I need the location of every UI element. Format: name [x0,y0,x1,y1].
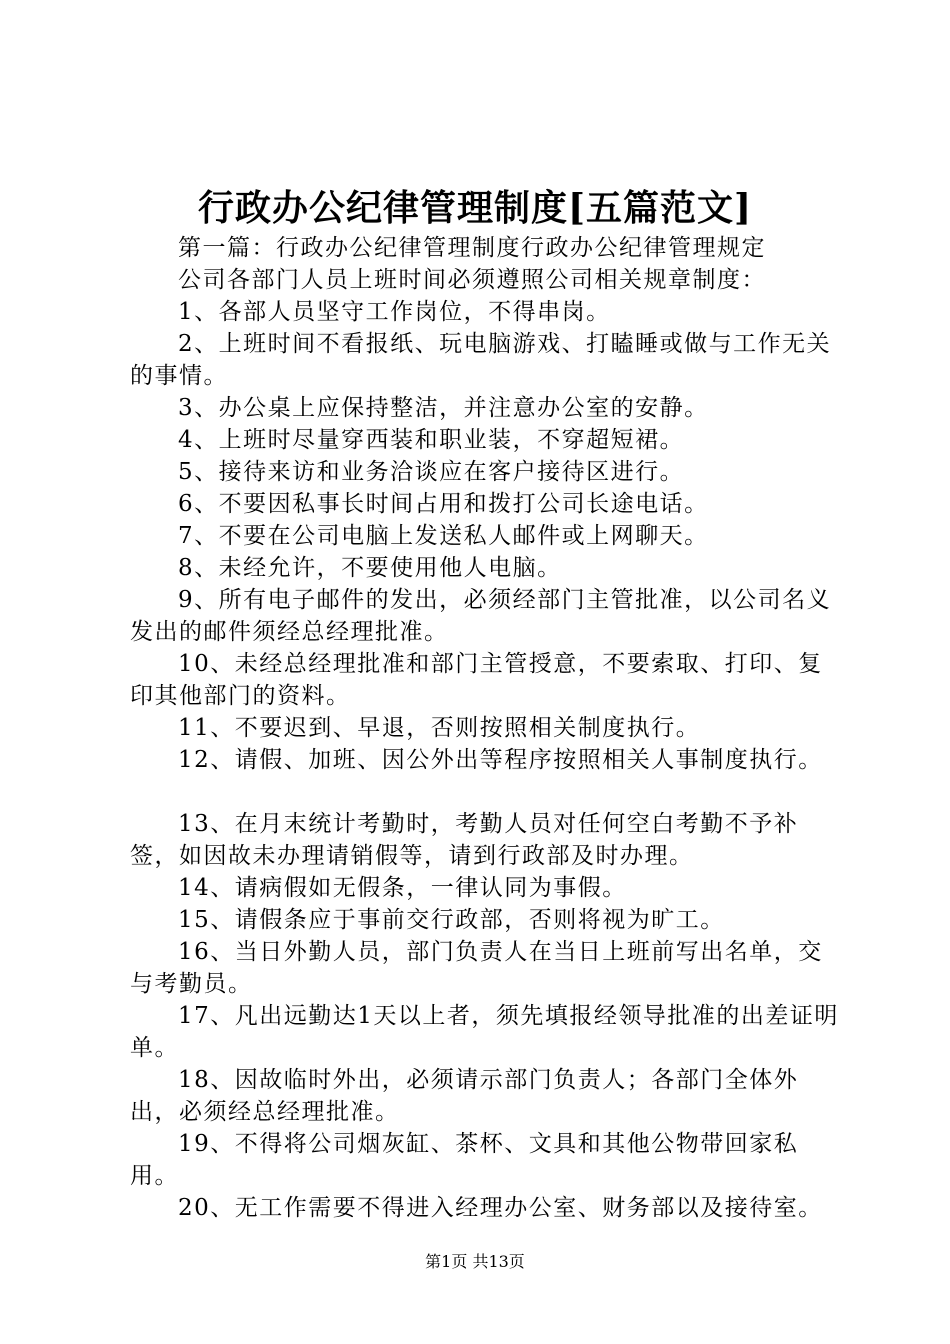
rule-item-12: 12、请假、加班、因公外出等程序按照相关人事制度执行。 [178,747,823,773]
rule-item-20: 20、无工作需要不得进入经理办公室、财务部以及接待室。 [178,1195,823,1221]
document-body [130,232,840,1224]
rule-item-8: 8、未经允许，不要使用他人电脑。 [178,555,562,581]
page-number: 第1页 共13页 [425,1252,525,1271]
rule-item-19: 19、不得将公司烟灰缸、茶杯、文具和其他公物带回家私用。 [130,1131,799,1189]
rule-item-7: 7、不要在公司电脑上发送私人邮件或上网聊天。 [178,523,709,549]
rule-item-2: 2、上班时间不看报纸、玩电脑游戏、打瞌睡或做与工作无关的事情。 [130,331,832,389]
rule-item-6: 6、不要因私事长时间占用和拨打公司长途电话。 [178,491,709,517]
intro-paragraph: 公司各部门人员上班时间必须遵照公司相关规章制度： [178,267,766,293]
rule-item-13: 13、在月末统计考勤时，考勤人员对任何空白考勤不予补签，如因故未办理请销假等，请到行政部及时办理。 [130,811,799,869]
rule-item-1: 1、各部人员坚守工作岗位，不得串岗。 [178,299,611,325]
rule-item-9: 9、所有电子邮件的发出，必须经部门主管批准，以公司名义发出的邮件须经总经理批准。 [130,587,832,645]
rule-item-11: 11、不要迟到、早退，否则按照相关制度执行。 [178,715,701,741]
rule-item-5: 5、接待来访和业务洽谈应在客户接待区进行。 [178,459,685,485]
rule-item-10: 10、未经总经理批准和部门主管授意，不要索取、打印、复印其他部门的资料。 [130,651,823,709]
rule-item-17: 17、凡出远勤达1天以上者，须先填报经领导批准的出差证明单。 [130,1003,839,1061]
rule-item-16: 16、当日外勤人员，部门负责人在当日上班前写出名单，交与考勤员。 [130,939,823,997]
rule-item-18: 18、因故临时外出，必须请示部门负责人；各部门全体外出，必须经总经理批准。 [130,1067,799,1125]
section-heading: 第一篇：行政办公纪律管理制度行政办公纪律管理规定 [178,235,766,261]
rule-item-4: 4、上班时尽量穿西装和职业装，不穿超短裙。 [178,427,685,453]
rule-item-14: 14、请病假如无假条，一律认同为事假。 [178,875,627,901]
rule-item-15: 15、请假条应于事前交行政部，否则将视为旷工。 [178,907,725,933]
rule-item-3: 3、办公桌上应保持整洁，并注意办公室的安静。 [178,395,709,421]
document-title: 行政办公纪律管理制度[五篇范文] [197,187,753,229]
